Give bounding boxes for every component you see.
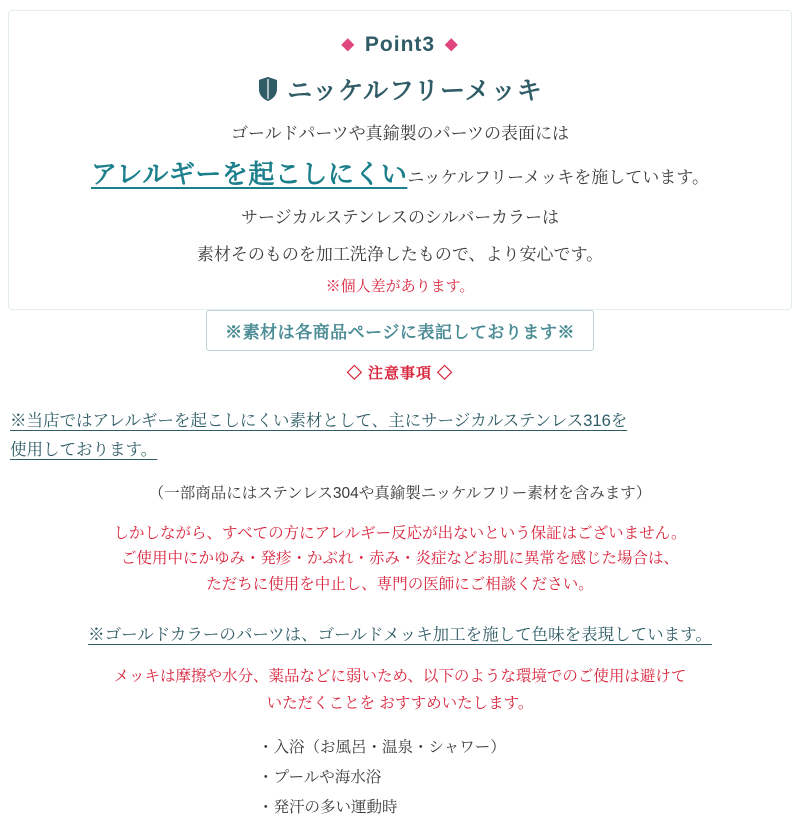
caution-underlined-1-line-2: 使用しております。 (10, 440, 158, 459)
caution-red-block (8, 521, 792, 598)
point3-highlight-suffix: ニッケルフリーメッキを施しています。 (407, 168, 709, 187)
point3-panel (8, 10, 792, 342)
point3-badge (342, 33, 459, 57)
list-item: ・発汗の多い運動時 (258, 799, 398, 817)
caution-underlined-block-1 (8, 407, 792, 465)
caution-plating-line-1: メッキは摩擦や水分、薬品などに弱いため、以下のような環境でのご使用は避けて (113, 668, 687, 686)
caution-underlined-block-2 (8, 621, 792, 650)
point3-label: Point3 (364, 33, 436, 56)
caution-section (0, 310, 800, 824)
point3-title-text: ニッケルフリーメッキ (287, 77, 543, 105)
caution-bullet-list (8, 733, 792, 824)
caution-heading: ◇ 注意事項 ◇ (346, 365, 454, 382)
caution-red-line-2: ご使用中にかゆみ・発疹・かぶれ・赤み・炎症などお肌に異常を感じた場合は、 (120, 550, 679, 568)
point3-individual-note: ※個人差があります。 (325, 278, 475, 295)
list-item: ・プールや海水浴 (258, 769, 382, 787)
caution-plating-line-2: いただくことを おすすめいたします。 (266, 694, 534, 712)
caution-red-line-1: しかしながら、すべての方にアレルギー反応が出ないという保証はございません。 (113, 524, 687, 542)
caution-underlined-1-line-1: ※当店ではアレルギーを起こしにくい素材として、主にサージカルステンレス316を (10, 412, 628, 430)
material-notice-box: ※素材は各商品ページに表記しております※ (206, 310, 594, 351)
point3-line-1: ゴールドパーツや真鍮製のパーツの表面には (231, 124, 569, 143)
point3-line-2: サージカルステンレスのシルバーカラーは (240, 208, 560, 227)
diamond-right-icon: ◆ (445, 36, 459, 53)
point3-line-3: 素材そのものを加工洗浄したもので、より安心です。 (196, 245, 604, 264)
caution-red-line-3: ただちに使用を中止し、専門の医師にご相談ください。 (206, 575, 594, 593)
point3-title-row (257, 71, 543, 107)
shield-icon (257, 76, 279, 102)
point3-highlight-row (91, 154, 709, 191)
list-item: ・入浴（お風呂・温泉・シャワー） (258, 739, 506, 756)
caution-plating-warning (8, 664, 792, 717)
caution-underlined-2-text: ※ゴールドカラーのパーツは、ゴールドメッキ加工を施して色味を表現しています。 (88, 626, 712, 645)
diamond-left-icon: ◆ (341, 36, 355, 53)
point3-highlight-text: アレルギーを起こしにくい (91, 159, 408, 189)
caution-paren-note: （一部商品にはステンレス304や真鍮製ニッケルフリー素材を含みます） (148, 484, 652, 502)
